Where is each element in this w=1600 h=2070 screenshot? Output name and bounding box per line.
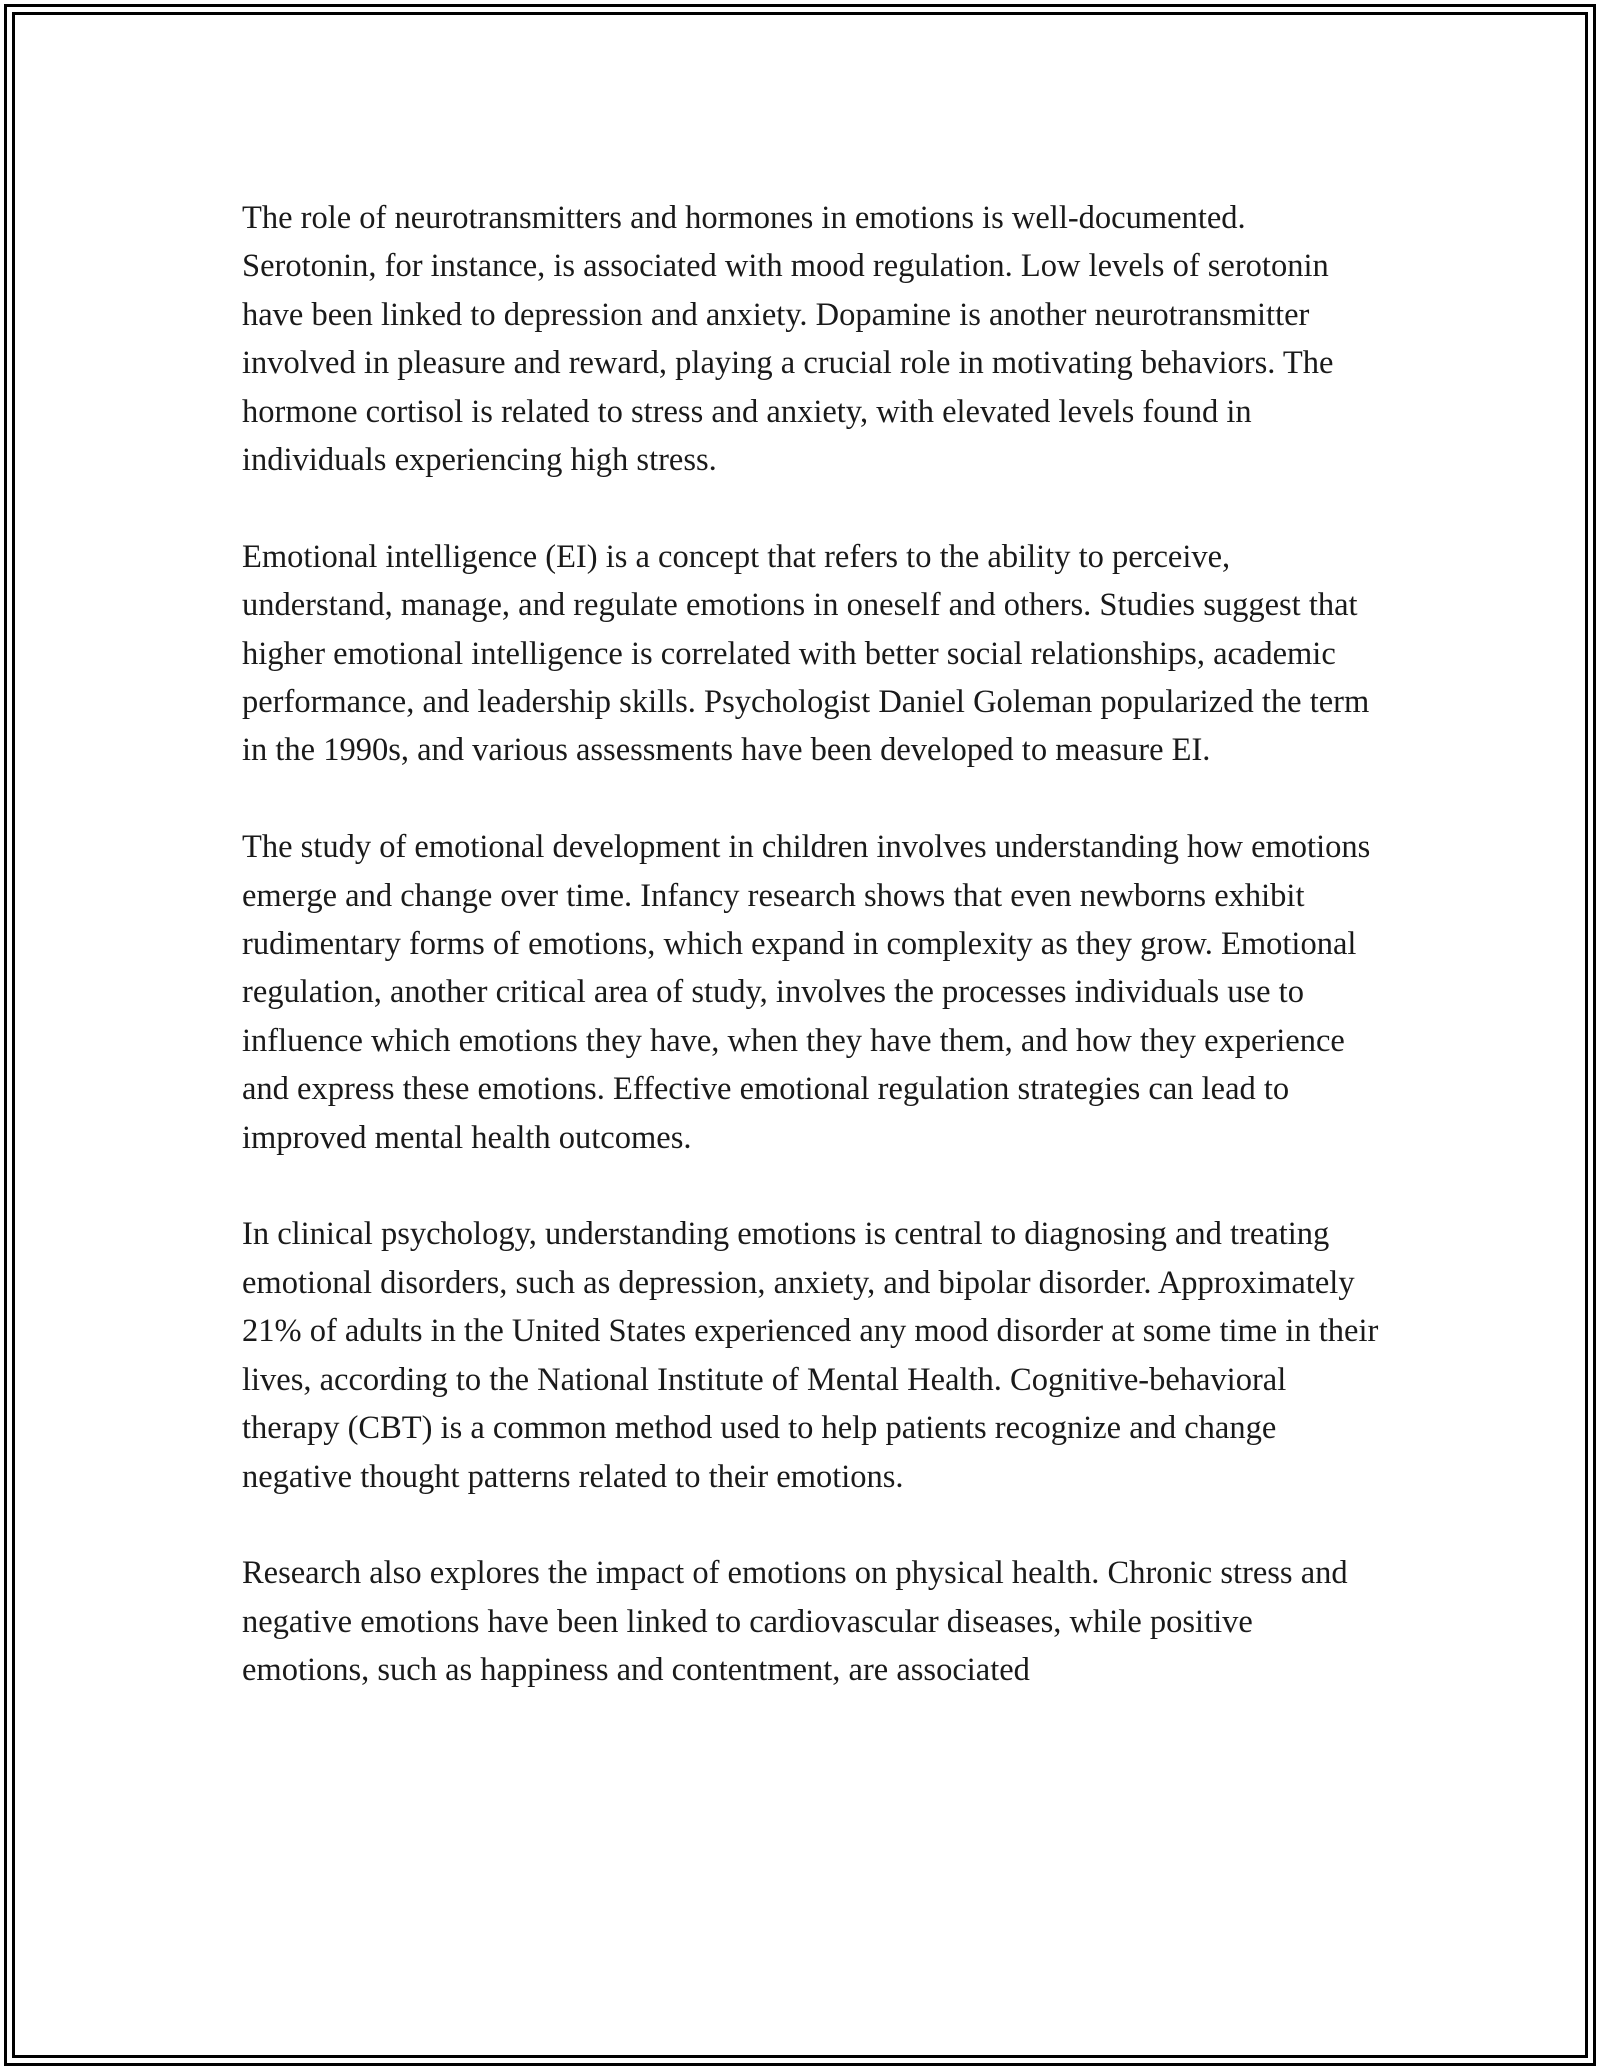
paragraph-emotional-development: The study of emotional development in children involves understanding how emotions emerge and change over time. Infancy research shows that even newborns exhibit rudimentary forms of emotions, which expand in complexity as they grow. Emotional regulation, another critical area of study, involves the processes individuals use to influence which emotions they have, when they have them, and how they experience and express these emotions. Effective emotional regulation strategies can lead to improved mental health outcomes. xyxy=(242,829,1371,1156)
document-body xyxy=(242,194,1382,1695)
paragraph-neurotransmitters: The role of neurotransmitters and hormones in emotions is well-documented. Serotonin, for instance, is associated with mood regulation. Low levels of serotonin have been linked to depression and anxiety. Dopamine is another neurotransmitter involved in pleasure and reward, playing a crucial role in motivating behaviors. The hormone cortisol is related to stress and anxiety, with elevated levels found in individuals experiencing high stress. xyxy=(242,200,1334,479)
paragraph-clinical-psychology: In clinical psychology, understanding emotions is central to diagnosing and treating emotional disorders, such as depression, anxiety, and bipolar disorder. Approximately 21% of adults in the United States experienced any mood disorder at some time in their lives, according to the National Institute of Mental Health. Cognitive-behavioral therapy (CBT) is a common method used to help patients recognize and change negative thought patterns related to their emotions. xyxy=(242,1216,1379,1495)
paragraph-emotional-intelligence: Emotional intelligence (EI) is a concept that refers to the ability to perceive, understand, manage, and regulate emotions in oneself and others. Studies suggest that higher emotional intelligence is correlated with better social relationships, academic performance, and leadership skills. Psychologist Daniel Goleman popularized the term in the 1990s, and various assessments have been developed to measure EI. xyxy=(242,538,1370,769)
page-border-outer xyxy=(4,4,1596,2066)
paragraph-physical-health: Research also explores the impact of emotions on physical health. Chronic stress and negative emotions have been linked to cardiovascular diseases, while positive emotions, such as happiness and contentment, are associated xyxy=(242,1555,1348,1689)
